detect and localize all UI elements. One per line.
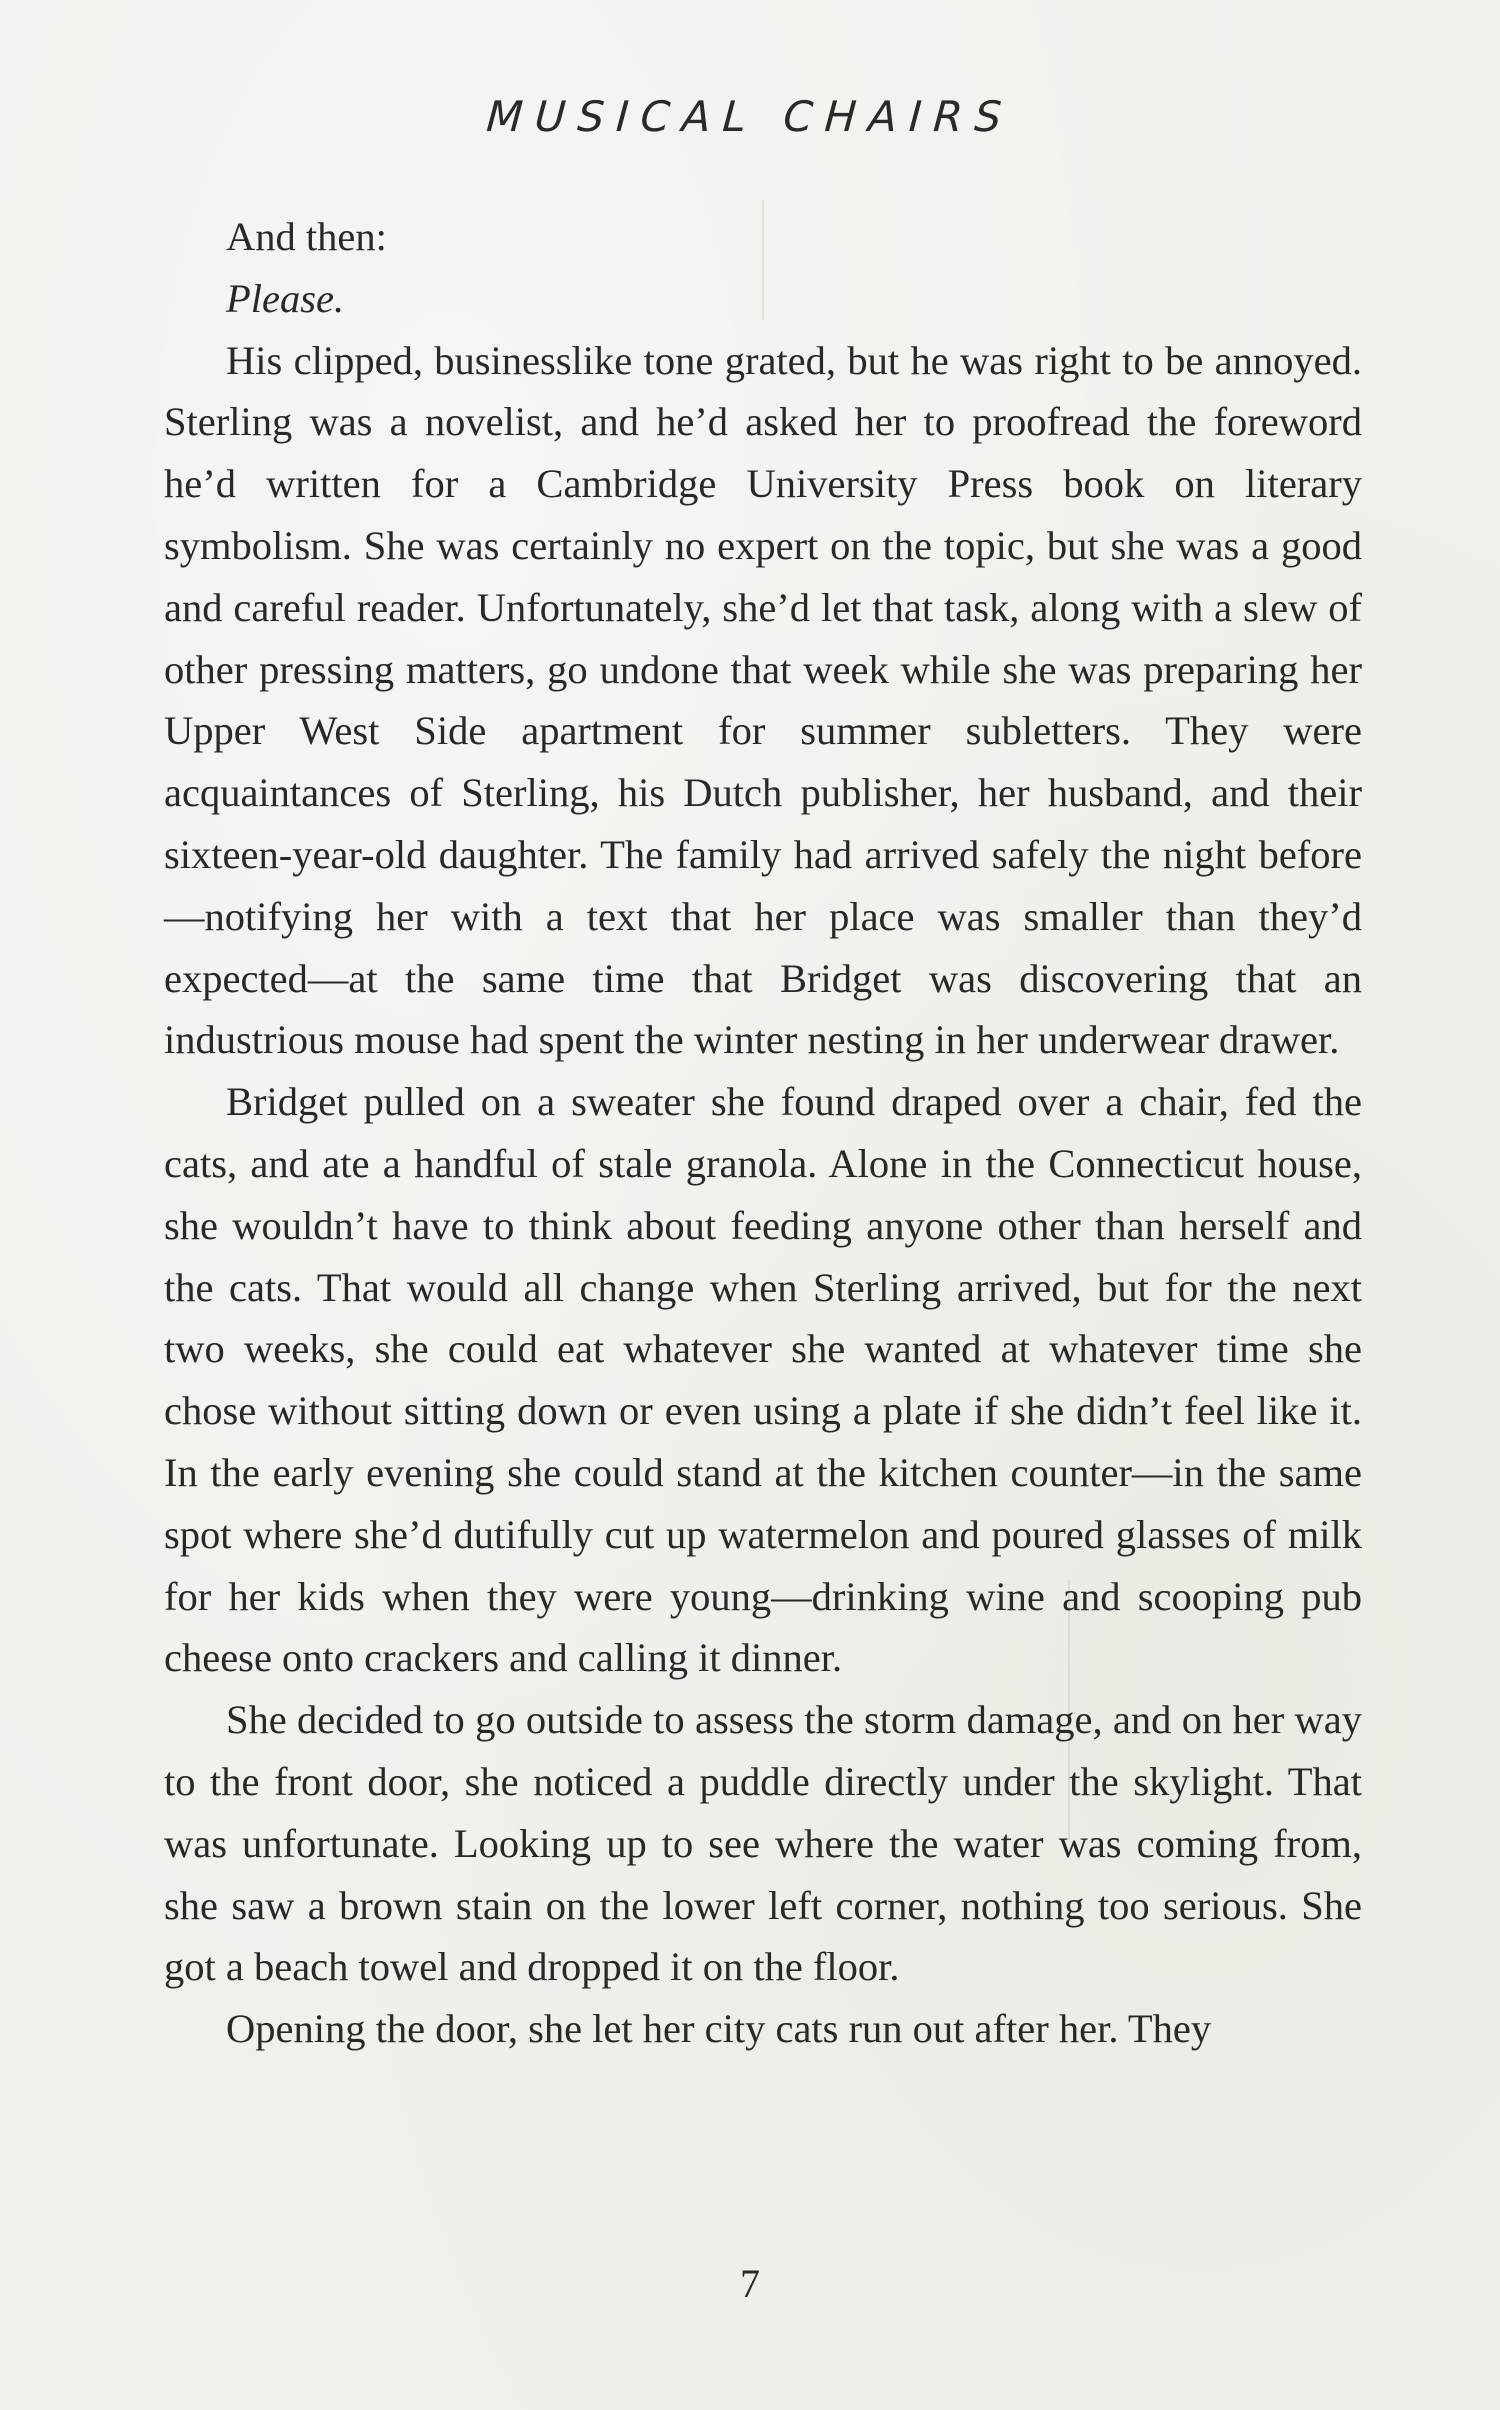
paragraph: His clipped, businesslike tone grated, but he was right to be annoyed. Sterling was a novelist, and he’d asked her to proofread the foreword he’d written for a Cambridge University Press book on literary symbolism. She was certainly no expert on the topic, but she was a good and careful reader. Unfortunately, she’d let that task, along with a slew of other pressing matters, go undone that week while she was preparing her Upper West Side apartment for summer subletters. They were acquaintances of Sterling, his Dutch publisher, her husband, and their sixteen-year-old daughter. The family had arrived safely the night before—notifying her with a text that her place was smaller than they’d expected—at the same time that Bridget was discovering that an industrious mouse had spent the winter nesting in her underwear drawer. bbox=[164, 337, 1362, 1063]
body-text bbox=[164, 206, 1362, 2060]
running-head: MUSICAL CHAIRS bbox=[484, 92, 1016, 141]
paragraph: She decided to go outside to assess the storm damage, and on her way to the front door, she noticed a puddle directly under the skylight. That was unfortunate. Looking up to see where the water was coming from, she saw a brown stain on the lower left corner, nothing too serious. She got a beach towel and dropped it on the floor. bbox=[164, 1697, 1362, 1990]
page-number: 7 bbox=[740, 2261, 760, 2306]
paragraph: Opening the door, she let her city cats run out after her. They bbox=[226, 2006, 1212, 2052]
paragraph: And then: bbox=[226, 214, 387, 259]
paragraph: Please. bbox=[226, 275, 345, 321]
paragraph: Bridget pulled on a sweater she found draped over a chair, fed the cats, and ate a handful of stale granola. Alone in the Connecticut house, she wouldn’t have to think about feeding anyone other than herself and the cats. That would all change when Sterling arrived, but for the next two weeks, she could eat whatever she wanted at whatever time she chose without sitting down or even using a plate if she didn’t feel like it. In the early evening she could stand at the kitchen counter—in the same spot where she’d dutifully cut up watermelon and poured glasses of milk for her kids when they were young—drinking wine and scooping pub cheese onto crackers and calling it dinner. bbox=[164, 1079, 1362, 1681]
